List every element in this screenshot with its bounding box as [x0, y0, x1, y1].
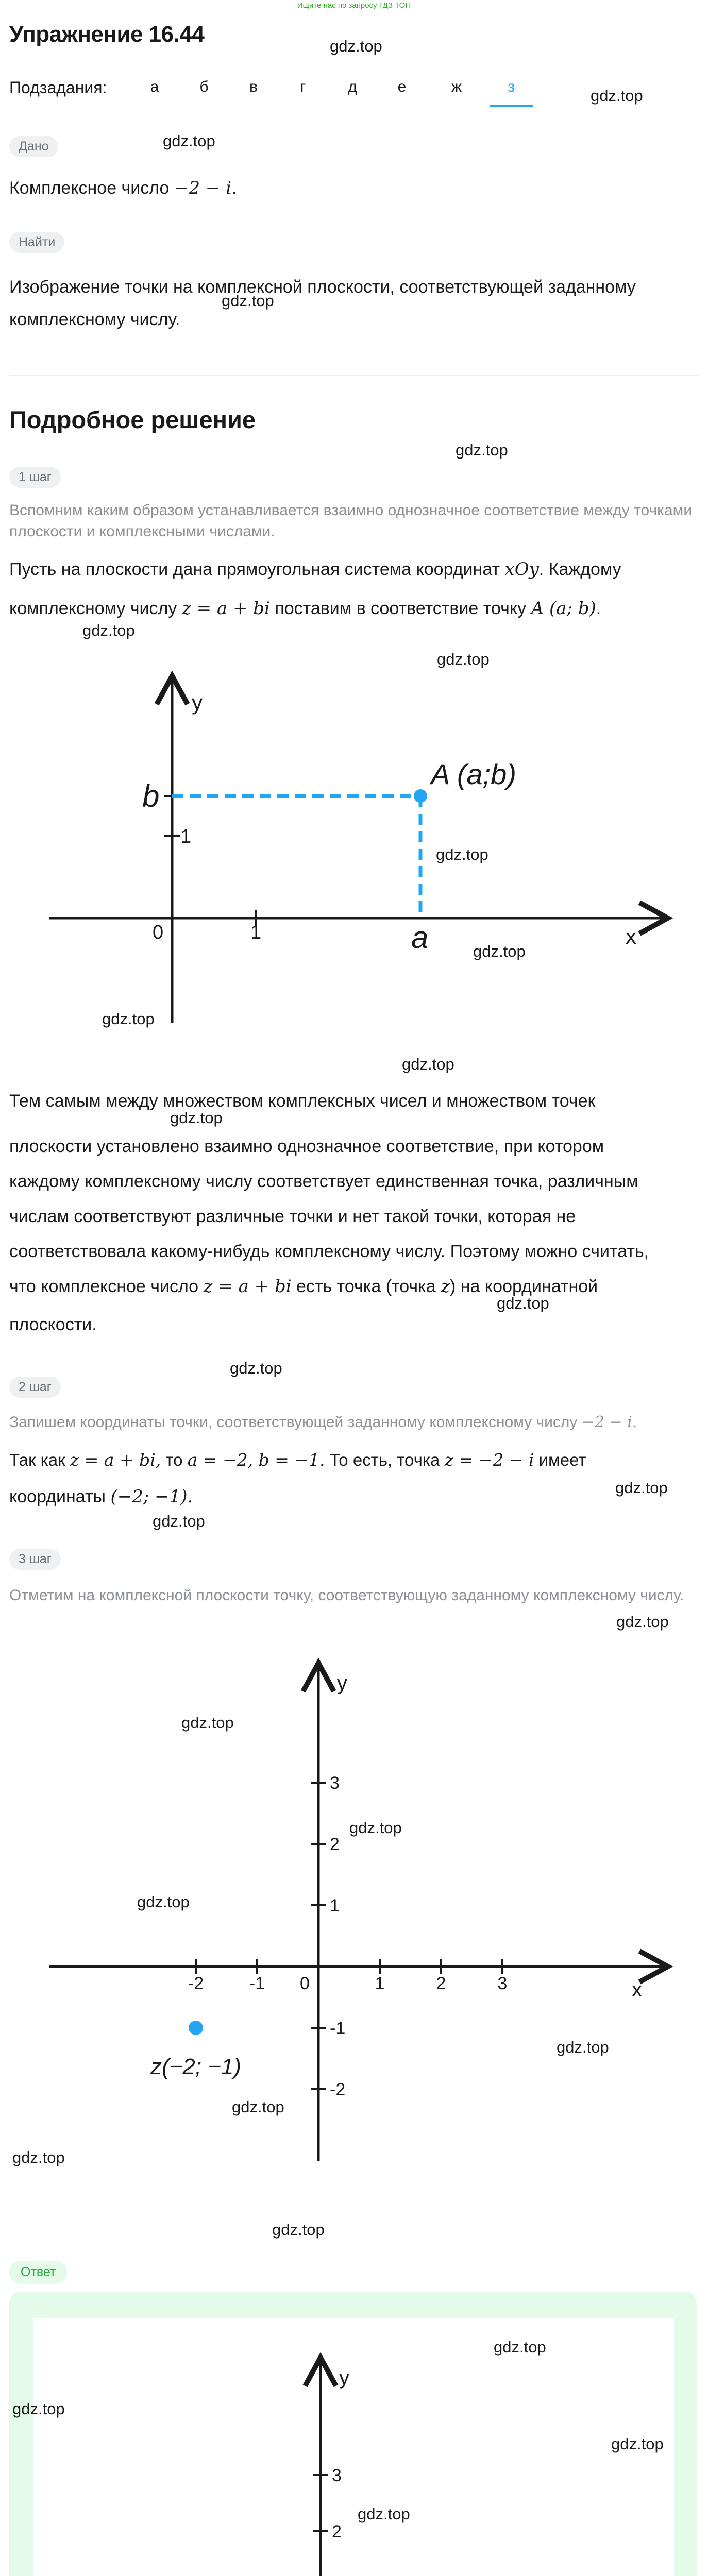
given-label: Дано — [9, 136, 58, 157]
watermark: gdz.top — [349, 1819, 402, 1837]
one-y-label: 1 — [180, 826, 192, 848]
watermark: gdz.top — [170, 1109, 223, 1127]
watermark: gdz.top — [611, 2435, 664, 2453]
subtask-tab-e[interactable]: е — [397, 78, 407, 95]
watermark: gdz.top — [557, 2038, 609, 2056]
point-a-label: A (a;b) — [431, 758, 516, 790]
y-tick-label: 2 — [330, 1835, 340, 1854]
step1-paragraph-line1: Пусть на плоскости дана прямоугольная система координат xOy. Каждому — [9, 559, 621, 580]
watermark: gdz.top — [358, 2505, 410, 2523]
step3-label: 3 шаг — [9, 1549, 61, 1570]
origin-label: 0 — [300, 1974, 310, 1993]
step1-paragraph-line2: комплексному числу z = a + bi поставим в соответствие точку A (a; b). — [9, 598, 601, 619]
x-axis-label: x — [632, 1978, 642, 2001]
watermark: gdz.top — [12, 2148, 65, 2166]
watermark: gdz.top — [272, 2221, 325, 2239]
page-title: Упражнение 16.44 — [9, 22, 205, 47]
watermark: gdz.top — [232, 2098, 284, 2116]
x-tick-label: 2 — [436, 1974, 446, 1993]
step3-note: Отметим на комплексной плоскости точку, соответствующую заданному комплексному числу. — [9, 1587, 684, 1604]
subtask-tab-z[interactable]: з — [508, 78, 515, 95]
x-tick-label: -2 — [188, 1974, 204, 1993]
watermark: gdz.top — [473, 942, 526, 960]
step1-note: Вспомним каким образом устанавливается взаимно однозначное соответствие между точками плоскости и комплексными числами. — [9, 502, 693, 540]
step2-note: Запишем координаты точки, соответствующей заданному комплексному числу −2 − i. — [9, 1413, 637, 1431]
subtask-tab-b[interactable]: б — [199, 78, 209, 95]
watermark: gdz.top — [616, 1613, 669, 1631]
watermark: gdz.top — [436, 845, 488, 863]
watermark: gdz.top — [82, 621, 135, 639]
watermark: gdz.top — [230, 1359, 282, 1377]
watermark: gdz.top — [615, 1479, 668, 1497]
step1-explanation-1: Тем самым между множеством комплексных чисел и множеством точек — [9, 1091, 596, 1111]
watermark: gdz.top — [153, 1512, 205, 1530]
subtask-tab-zh[interactable]: ж — [451, 78, 462, 95]
y-tick-label: 3 — [330, 1773, 340, 1793]
x-tick-label: 3 — [497, 1974, 508, 1993]
step1-explanation-2: плоскости установлено взаимно однозначное соответствие, при котором — [9, 1137, 604, 1156]
watermark: gdz.top — [437, 650, 490, 668]
y-axis-label: y — [339, 2366, 349, 2389]
subtask-tab-d[interactable]: д — [348, 78, 357, 95]
y-tick-label: 1 — [330, 1896, 340, 1916]
watermark: gdz.top — [402, 1055, 454, 1073]
watermark: gdz.top — [494, 2338, 546, 2356]
watermark: gdz.top — [181, 1714, 234, 1732]
x-axis-label: x — [626, 924, 636, 948]
watermark: gdz.top — [102, 1010, 155, 1028]
y-tick-label: 3 — [332, 2466, 342, 2485]
step1-explanation-7: плоскости. — [9, 1315, 97, 1334]
y-tick-label: -1 — [330, 2019, 346, 2038]
step1-explanation-3: каждому комплексному числу соответствует единственная точка, различным — [9, 1172, 638, 1191]
step1-explanation-6: что комплексное число z = a + bi есть точка (точка z) на координатной — [9, 1276, 598, 1297]
origin-label: 0 — [153, 922, 164, 943]
answer-label: Ответ — [9, 2261, 67, 2284]
b-label: b — [142, 779, 160, 814]
one-x-label: 1 — [250, 922, 262, 943]
step2-line2: координаты (−2; −1). — [9, 1486, 193, 1507]
subtask-tab-v[interactable]: в — [249, 78, 258, 95]
watermark: gdz.top — [12, 2400, 65, 2418]
subtasks-label: Подзадания: — [9, 78, 107, 97]
solution-heading: Подробное решение — [9, 406, 256, 433]
point-z-label: z(−2; −1) — [150, 2054, 242, 2079]
step1-explanation-5: соответствовала какому-нибудь комплексному числу. Поэтому можно считать, — [9, 1242, 649, 1261]
subtask-tab-g[interactable]: г — [300, 78, 306, 95]
step1-explanation-4: числам соответствуют различные точки и нет такой точки, которая не — [9, 1207, 576, 1226]
subtask-tab-a[interactable]: а — [150, 78, 159, 95]
watermark: gdz.top — [330, 37, 382, 55]
step2-label: 2 шаг — [9, 1377, 61, 1398]
given-text: Комплексное число −2 − i. — [9, 178, 237, 198]
y-axis-label: y — [192, 690, 203, 715]
step2-line1: Так как z = a + bi, то a = −2, b = −1. То есть, точка z = −2 − i имеет — [9, 1450, 586, 1470]
top-banner: Ищите нас по запросу ГДЗ ТОП — [297, 1, 411, 10]
watermark: gdz.top — [456, 441, 508, 459]
x-tick-label: 1 — [375, 1974, 385, 1993]
watermark: gdz.top — [137, 1893, 190, 1911]
watermark: gdz.top — [591, 87, 643, 105]
step1-label: 1 шаг — [9, 467, 61, 488]
x-tick-label: -1 — [249, 1974, 265, 1993]
a-label: a — [411, 920, 429, 955]
y-tick-label: -2 — [330, 2080, 346, 2099]
y-tick-label: 2 — [332, 2522, 342, 2541]
watermark: gdz.top — [222, 292, 274, 310]
find-label: Найти — [9, 232, 64, 253]
watermark: gdz.top — [163, 132, 215, 150]
watermark: gdz.top — [497, 1294, 549, 1312]
find-text: Изображение точки на комплексной плоскости, соответствующей заданному комплексному числу. — [9, 277, 636, 329]
y-axis-label: y — [337, 1672, 347, 1694]
